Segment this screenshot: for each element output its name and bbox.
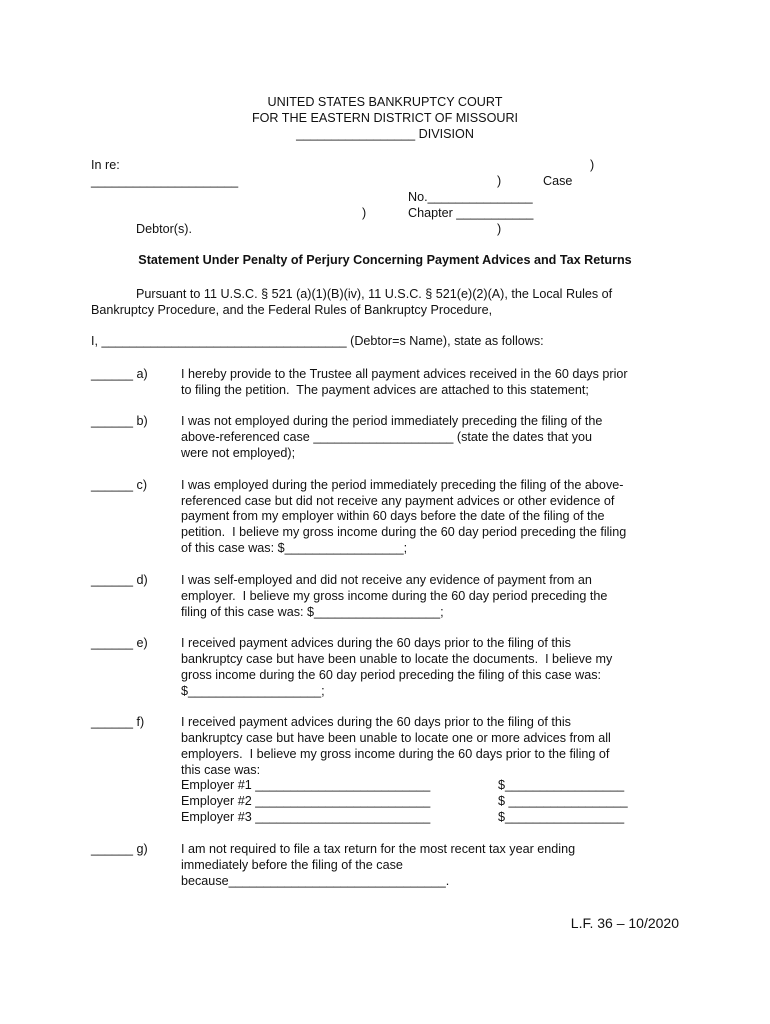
item-text: above-referenced case ____________________ (state the dates that you [181,430,593,444]
caption-paren: ) [362,206,367,220]
employer-amount: $_________________ [498,778,625,792]
item-text: I received payment advices during the 60 days prior to the filing of this [181,636,571,650]
employer-label: Employer #2 _________________________ [181,794,431,808]
chapter-blank: Chapter ___________ [408,206,534,220]
intro-paragraph: Bankruptcy Procedure, and the Federal Rules of Bankruptcy Procedure, [91,303,493,317]
item-text: filing of this case was: $__________________; [181,605,444,619]
employer-amount: $ _________________ [498,794,628,808]
item-text: I was not employed during the period immediately preceding the filing of the [181,414,603,428]
in-re-label: In re: [91,158,120,172]
district-name: FOR THE EASTERN DISTRICT OF MISSOURI [251,111,519,125]
item-text: payment from my employer within 60 days before the date of the filing of the [181,509,605,523]
item-text: to filing the petition. The payment advices are attached to this statement; [181,383,589,397]
item-text: I was employed during the period immediately preceding the filing of the above- [181,478,624,492]
item-text: petition. I believe my gross income during the 60 day period preceding the filing [181,525,627,539]
debtors-label: Debtor(s). [136,222,192,236]
item-marker: ______ f) [91,715,145,729]
caption-paren: ) [497,174,502,188]
employer-label: Employer #3 _________________________ [181,810,431,824]
item-marker: ______ g) [91,842,148,856]
item-text: employer. I believe my gross income during the 60 day period preceding the [181,589,608,603]
item-text: of this case was: $_________________; [181,541,408,555]
caption-paren: ) [590,158,595,172]
item-marker: ______ c) [91,478,148,492]
case-number-blank: No._______________ [408,190,533,204]
employer-amount: $_________________ [498,810,625,824]
item-marker: ______ e) [91,636,148,650]
item-text: this case was: [181,763,261,777]
item-text: immediately before the filing of the case [181,858,403,872]
item-text: I hereby provide to the Trustee all payment advices received in the 60 days prior [181,367,628,381]
item-text: referenced case but did not receive any payment advices or other evidence of [181,494,615,508]
item-marker: ______ d) [91,573,148,587]
employer-label: Employer #1 _________________________ [181,778,431,792]
item-text: bankruptcy case but have been unable to locate the documents. I believe my [181,652,613,666]
item-text: I received payment advices during the 60 days prior to the filing of this [181,715,571,729]
caption-paren: ) [497,222,502,236]
item-text: were not employed); [181,446,296,460]
item-marker: ______ b) [91,414,148,428]
item-text: I am not required to file a tax return for the most recent tax year ending [181,842,576,856]
form-number: L.F. 36 – 10/2020 [570,915,679,931]
court-name: UNITED STATES BANKRUPTCY COURT [267,95,503,109]
item-text: $___________________; [181,684,325,698]
case-label: Case [543,174,573,188]
division-line: _________________ DIVISION [296,127,474,141]
document-title: Statement Under Penalty of Perjury Concerning Payment Advices and Tax Returns [138,253,632,267]
item-text: gross income during the 60 day period preceding the filing of this case was: [181,668,602,682]
declarant-line: I, ___________________________________ (Debtor=s Name), state as follows: [91,334,544,348]
intro-paragraph: Pursuant to 11 U.S.C. § 521 (a)(1)(B)(iv), 11 U.S.C. § 521(e)(2)(A), the Local Rules of [136,287,613,301]
item-text: bankruptcy case but have been unable to locate one or more advices from all [181,731,611,745]
item-text: because_______________________________. [181,874,450,888]
item-text: employers. I believe my gross income during the 60 days prior to the filing of [181,747,610,761]
item-text: I was self-employed and did not receive any evidence of payment from an [181,573,592,587]
debtor-name-blank: _____________________ [91,174,239,188]
item-marker: ______ a) [91,367,148,381]
